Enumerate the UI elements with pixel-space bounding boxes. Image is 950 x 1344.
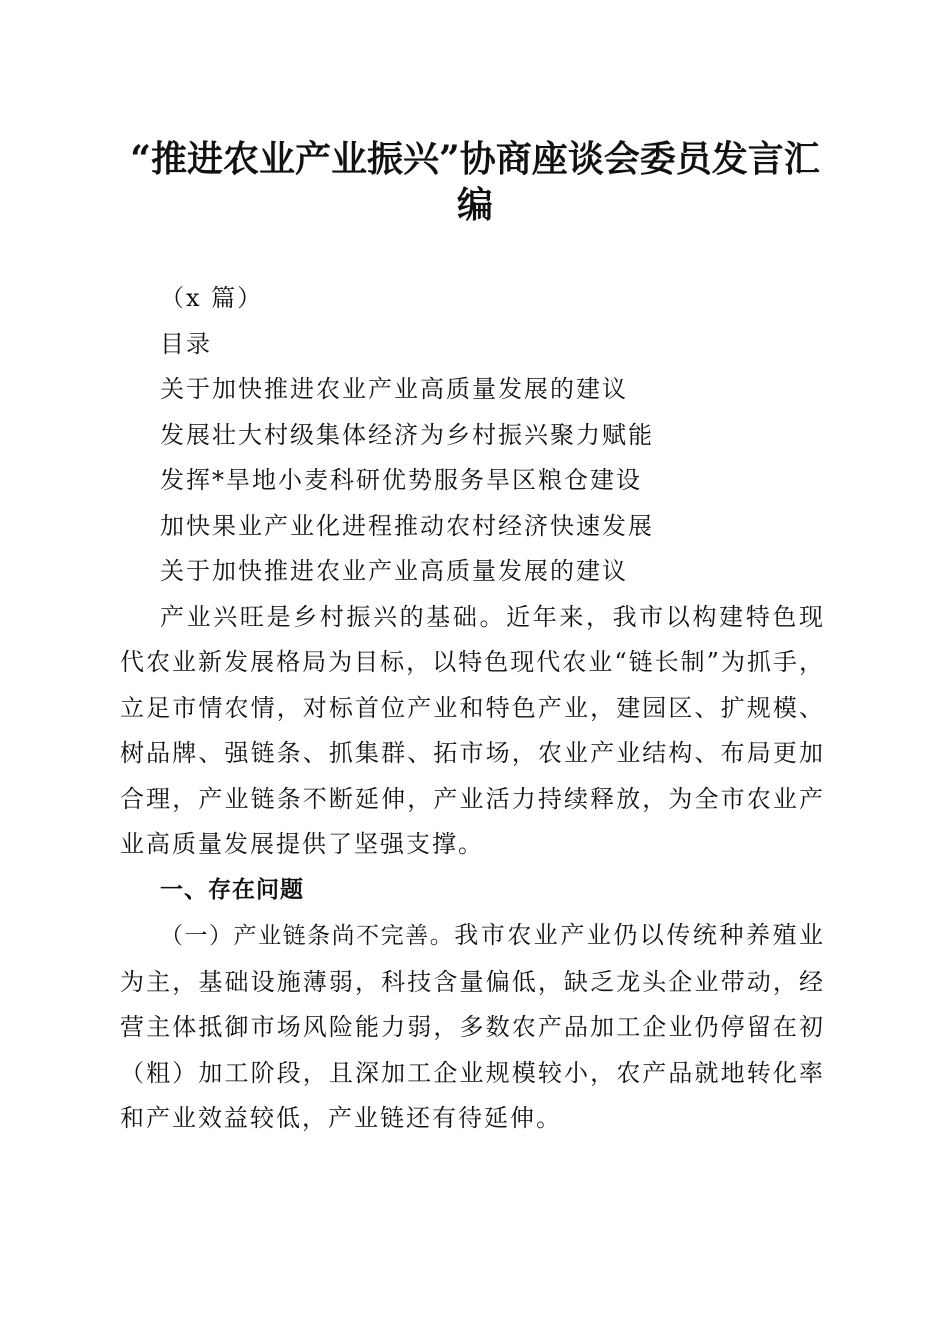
title-line-2: 编 (456, 184, 493, 226)
document-title (110, 136, 840, 228)
toc-heading: 目录 (160, 329, 212, 358)
document-body (120, 276, 825, 1142)
toc-item-4: 加快果业产业化进程推动农村经济快速发展 (160, 511, 654, 540)
title-line-1: “推进农业产业振兴”协商座谈会委员发言汇 (130, 138, 820, 180)
toc-item-1: 关于加快推进农业产业高质量发展的建议 (160, 375, 628, 403)
problem-1-text: 我市农业产业仍以传统种养殖业为主，基础设施薄弱，科技含量偏低，缺乏龙头企业带动，经营主体抵御市场风险能力弱，多数农产品加工企业仍停留在初（粗）加工阶段，且深加工企业规模较小，农产品就地转化率和产业效益较低，产业链还有待延伸。 (120, 921, 826, 1132)
count-note: （x 篇） (160, 284, 264, 312)
problem-1-label: （一）产业链条尚不完善。 (160, 923, 455, 949)
toc-item-3: 发挥*旱地小麦科研优势服务旱区粮仓建设 (160, 466, 642, 494)
problem-1-paragraph (120, 913, 825, 1142)
toc-item-2: 发展壮大村级集体经济为乡村振兴聚力赋能 (160, 420, 654, 449)
section-title: 关于加快推进农业产业高质量发展的建议 (160, 557, 628, 585)
heading-existing-problems: 一、存在问题 (160, 876, 304, 903)
intro-paragraph: 产业兴旺是乡村振兴的基础。近年来，我市以构建特色现代农业新发展格局为目标，以特色现代农业“链长制”为抓手，立足市情农情，对标首位产业和特色产业，建园区、扩规模、树品牌、强链条、抓集群、拓市场，农业产业结构、布局更加合理，产业链条不断延伸，产业活力持续释放，为全市农业产业高质量发展提供了坚强支撑。 (120, 602, 825, 858)
